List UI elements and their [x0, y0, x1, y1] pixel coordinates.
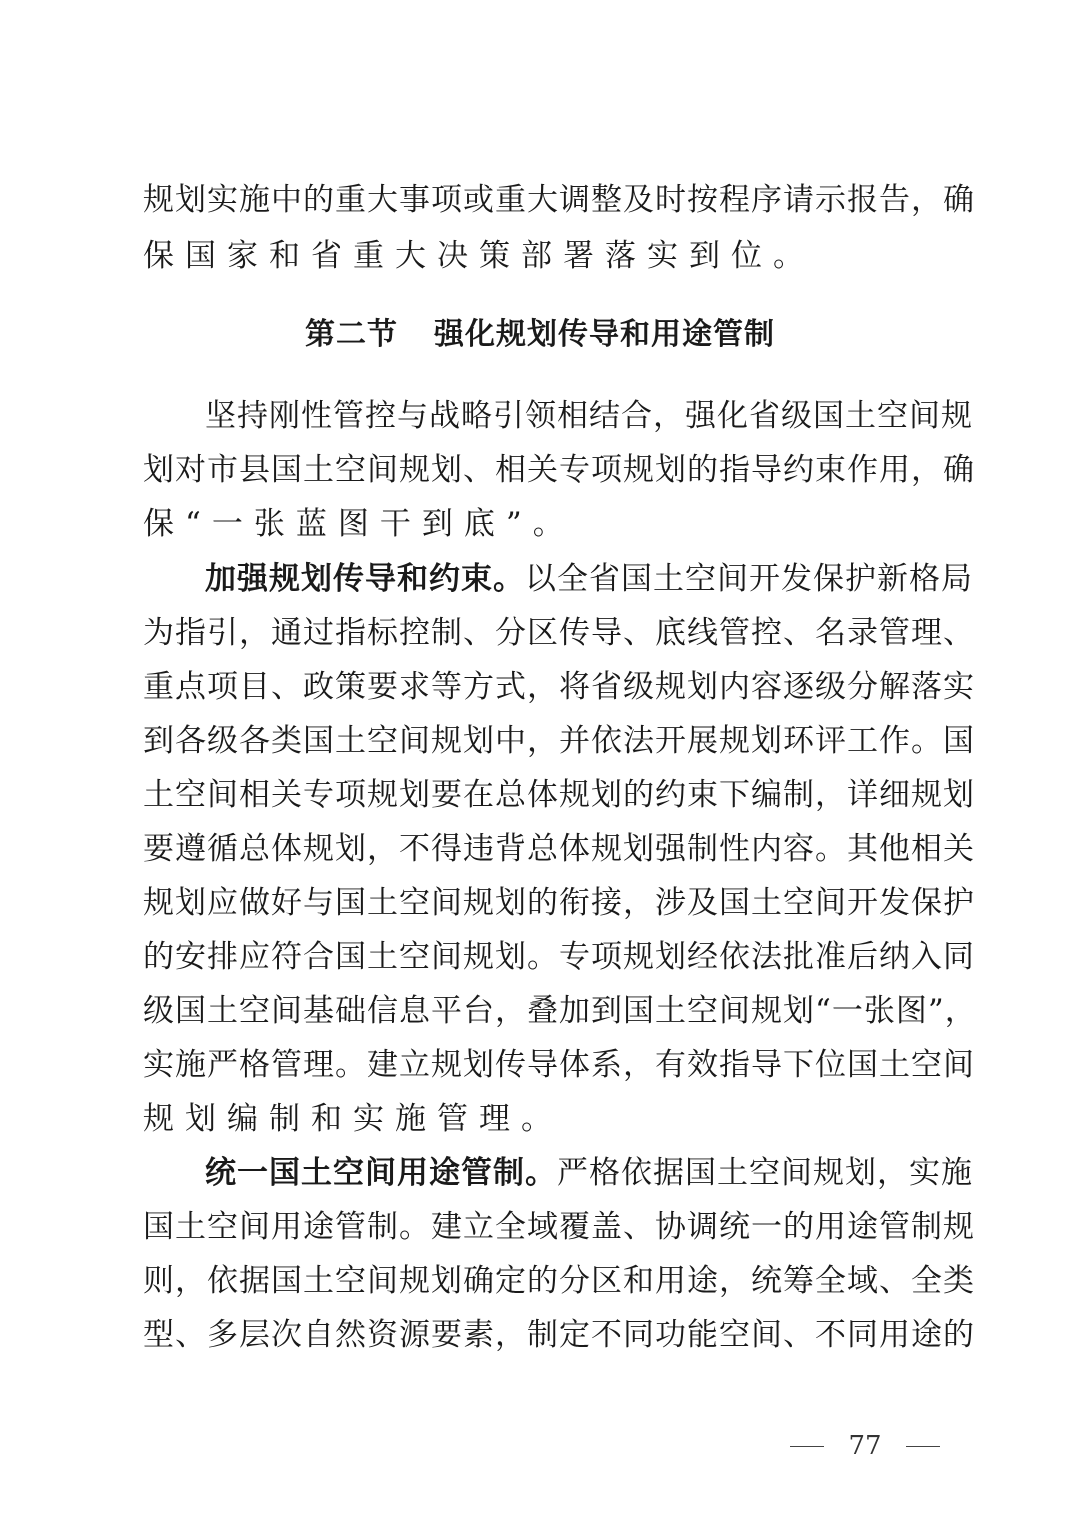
para3-first-rest: 严格依据国土空间规划，实施 — [557, 1155, 973, 1191]
para3-line: 国土空间用途管制。建立全域覆盖、协调统一的用途管制规 — [143, 1209, 975, 1245]
section-title: 强化规划传导和用途管制 — [434, 317, 775, 352]
para2-first-rest: 以全省国土空间开发保护新格局 — [525, 561, 973, 597]
intro-line-1: 规划实施中的重大事项或重大调整及时按程序请示报告，确 — [143, 182, 975, 218]
para2-line: 为指引，通过指标控制、分区传导、底线管控、名录管理、 — [143, 615, 975, 651]
para2-lead: 加强规划传导和约束。 — [205, 561, 525, 597]
para2-line: 实施严格管理。建立规划传导体系，有效指导下位国土空间 — [143, 1047, 975, 1083]
para2-line: 重点项目、政策要求等方式，将省级规划内容逐级分解落实 — [143, 669, 975, 705]
section-heading — [0, 313, 1080, 357]
para2-line-1 — [205, 559, 973, 599]
page-number: 77 — [848, 1431, 882, 1461]
footer-dash-left — [790, 1446, 824, 1447]
para2-line: 的安排应符合国土空间规划。专项规划经依法批准后纳入同 — [143, 939, 975, 975]
para1-line-2: 划对市县国土空间规划、相关专项规划的指导约束作用，确 — [143, 452, 975, 488]
intro-line-2: 保国家和省重大决策部署落实到位。 — [143, 238, 815, 274]
para2-line: 规划应做好与国土空间规划的衔接，涉及国土空间开发保护 — [143, 885, 975, 921]
para2-line: 级国土空间基础信息平台，叠加到国土空间规划“一张图”， — [143, 993, 977, 1029]
para3-lead: 统一国土空间用途管制。 — [205, 1155, 557, 1191]
para1-line-1: 坚持刚性管控与战略引领相结合，强化省级国土空间规 — [205, 398, 973, 434]
para3-line: 则，依据国土空间规划确定的分区和用途，统筹全域、全类 — [143, 1263, 975, 1299]
para2-line: 要遵循总体规划，不得违背总体规划强制性内容。其他相关 — [143, 831, 975, 867]
footer-dash-right — [906, 1446, 940, 1447]
para2-line: 到各级各类国土空间规划中，并依法开展规划环评工作。国 — [143, 723, 975, 759]
page-footer — [790, 1428, 940, 1464]
para1-line-3: 保“一张蓝图干到底”。 — [143, 506, 575, 542]
para2-line: 规划编制和实施管理。 — [143, 1101, 563, 1137]
para2-line: 土空间相关专项规划要在总体规划的约束下编制，详细规划 — [143, 777, 975, 813]
para3-line-1 — [205, 1153, 973, 1193]
para3-line: 型、多层次自然资源要素，制定不同功能空间、不同用途的 — [143, 1317, 975, 1353]
section-number: 第二节 — [305, 317, 398, 352]
